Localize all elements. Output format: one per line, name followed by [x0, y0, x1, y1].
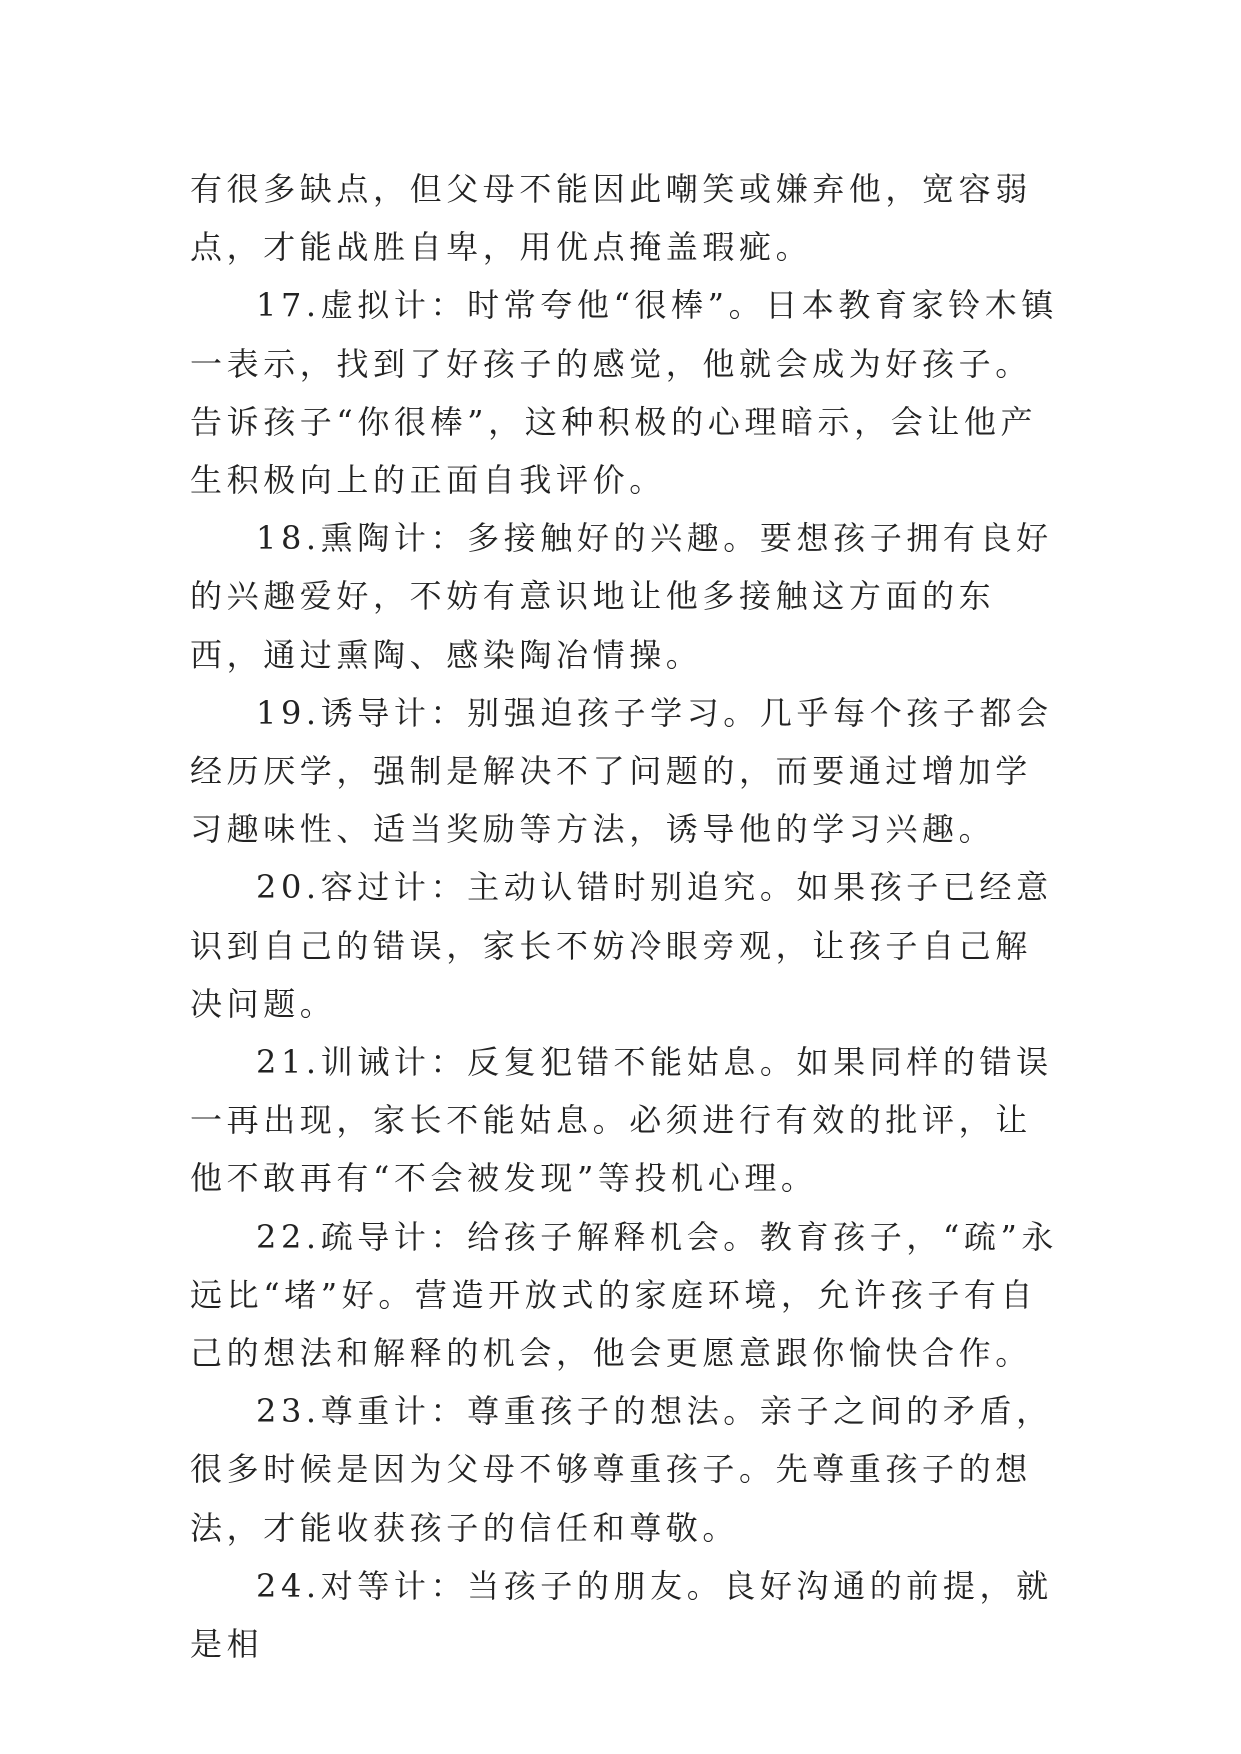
paragraph-item-19: 19.诱导计：别强迫孩子学习。几乎每个孩子都会经历厌学，强制是解决不了问题的，而要通过增加学习趣味性、适当奖励等方法，诱导他的学习兴趣。	[190, 693, 1053, 849]
paragraph-item-21: 21.训诫计：反复犯错不能姑息。如果同样的错误一再出现，家长不能姑息。必须进行有效的批评，让他不敢再有“不会被发现”等投机心理。	[190, 1043, 1053, 1198]
paragraph-item-17: 17.虚拟计：时常夸他“很棒”。日本教育家铃木镇一表示，找到了好孩子的感觉，他就会成为好孩子。告诉孩子“你很棒”，这种积极的心理暗示，会让他产生积极向上的正面自我评价。	[190, 286, 1059, 500]
paragraph-item-23: 23.尊重计：尊重孩子的想法。亲子之间的矛盾，很多时候是因为父母不够尊重孩子。先尊重孩子的想法，才能收获孩子的信任和尊敬。	[190, 1392, 1053, 1547]
paragraph-item-18: 18.熏陶计：多接触好的兴趣。要想孩子拥有良好的兴趣爱好，不妨有意识地让他多接触这方面的东西，通过熏陶、感染陶冶情操。	[190, 519, 1053, 674]
paragraph-continuation: 有很多缺点，但父母不能因此嘲笑或嫌弃他，宽容弱点，才能战胜自卑，用优点掩盖瑕疵。	[190, 170, 1032, 267]
paragraph-item-24: 24.对等计：当孩子的朋友。良好沟通的前提，就是相	[190, 1566, 1053, 1664]
paragraph-item-20: 20.容过计：主动认错时别追究。如果孩子已经意识到自己的错误，家长不妨冷眼旁观，让孩子自己解决问题。	[190, 868, 1053, 1023]
paragraph-item-22: 22.疏导计：给孩子解释机会。教育孩子，“疏”永远比“堵”好。营造开放式的家庭环境，允许孩子有自己的想法和解释的机会，他会更愿意跟你愉快合作。	[190, 1217, 1059, 1373]
document-body	[190, 160, 1060, 1673]
